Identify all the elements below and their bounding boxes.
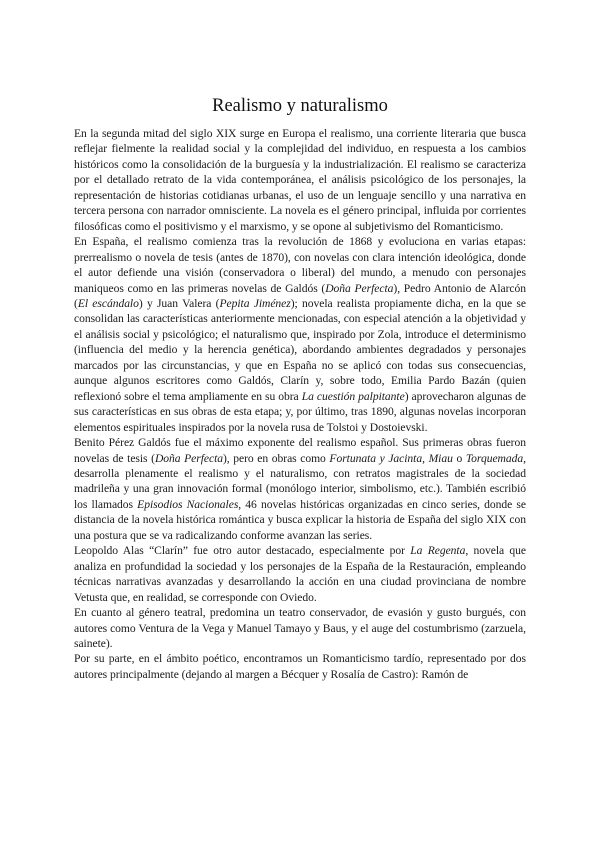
paragraph-6: Por su parte, en el ámbito poético, encontramos un Romanticismo tardío, representado por dos autores principalmente (dejando al margen a Bécquer y Rosalía de Castro): Ramón de — [74, 652, 526, 681]
paragraph-2: En España, el realismo comienza tras la revolución de 1868 y evoluciona en varias etapas: prerrealismo o novela de tesis (antes de 1870), con novelas con clara intención ideológica, donde el autor defiende una visión (conservadora o liberal) del mundo, a menudo con personajes maniqueos como en las primeras novelas de Galdós (Doña Perfecta), Pedro Antonio de Alarcón (El escándalo) y Juan Valera (Pepita Jiménez); novela realista propiamente dicha, en la que se consolidan las características anteriormente mencionadas, con especial atención a la objetividad y el análisis social y psicológico; el naturalismo que, inspirado por Zola, introduce el determinismo (influencia del medio y la herencia genética), abordando ambientes degradados y personajes marcados por las circunstancias, y que en España no se aplicó con todas sus consecuencias, aunque algunos escritores como Galdós, Clarín y, sobre todo, Emilia Pardo Bazán (quien reflexionó sobre el tema ampliamente en su obra La cuestión palpitante) aprovecharon algunas de sus características en sus obras de esta etapa; y, por último, tras 1890, algunas novelas incorporan elementos espirituales inspirados por la novela rusa de Tolstoi y Dostoievski. — [74, 235, 527, 434]
paragraph-1: En la segunda mitad del siglo XIX surge en Europa el realismo, una corriente literaria que busca reflejar fielmente la realidad social y la complejidad del individuo, en respuesta a los cambios históricos como la consolidación de la burguesía y la industrialización. El realismo se caracteriza por el detallado retrato de la vida contemporánea, el análisis psicológico de los personajes, la representación de historias cotidianas urbanas, el uso de un lenguaje sencillo y una narrativa en tercera persona con narrador omnisciente. La novela es el género principal, influida por corrientes filosóficas como el positivismo y el marxismo, y se opone al subjetivismo del Romanticismo. — [74, 127, 526, 233]
paragraph-3: Benito Pérez Galdós fue el máximo exponente del realismo español. Sus primeras obras fueron novelas de tesis (Doña Perfecta), pero en obras como Fortunata y Jacinta, Miau o Torquemada, desarrolla plenamente el realismo y el naturalismo, con retratos magistrales de la sociedad madrileña y una gran innovación formal (monólogo interior, simbolismo, etc.). También escribió los llamados Episodios Nacionales, 46 novelas históricas organizadas en cinco series, donde se distancia de la novela histórica romántica y busca explicar la historia de España del siglo XIX con una postura que se va radicalizando conforme avanzan las series. — [74, 436, 526, 542]
document-body — [74, 126, 526, 682]
page-title: Realismo y naturalismo — [212, 96, 388, 116]
paragraph-5: En cuanto al género teatral, predomina un teatro conservador, de evasión y gusto burgués, con autores como Ventura de la Vega y Manuel Tamayo y Baus, y el auge del costumbrismo (zarzuela, sainete). — [74, 606, 526, 650]
paragraph-4: Leopoldo Alas “Clarín” fue otro autor destacado, especialmente por La Regenta, novela que analiza en profundidad la sociedad y los personajes de la España de la Restauración, empleando técnicas narrativas avanzadas y desarrollando la acción en una ciudad provinciana de nombre Vetusta que, en realidad, se corresponde con Oviedo. — [74, 544, 526, 604]
